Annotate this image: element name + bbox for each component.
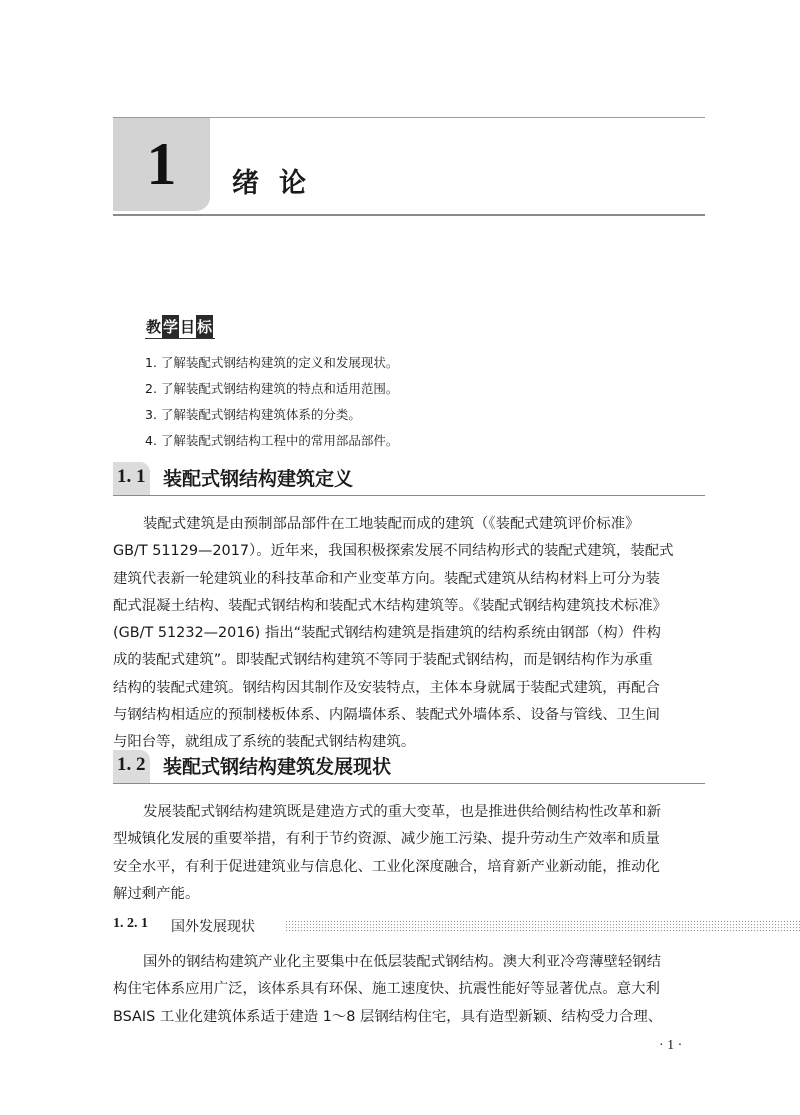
paragraph-line: (GB/T 51232—2016) 指出“装配式钢结构建筑是指建筑的结构系统由钢部（构）件构 [113,625,661,642]
chapter-number-box [113,118,210,211]
paragraph-line: 与钢结构相适应的预制楼板体系、内隔墙体系、装配式外墙体系、设备与管线、卫生间 [113,707,660,724]
paragraph-line: 结构的装配式建筑。钢结构因其制作及安装特点，主体本身就属于装配式建筑，再配合 [113,679,660,696]
objective-item: 2. 了解装配式钢结构建筑的特点和适用范围。 [145,381,399,396]
section-1-2-1-body [113,949,705,1031]
paragraph-line: 建筑代表新一轮建筑业的科技革命和产业变革方向。装配式建筑从结构材料上可分为装 [113,570,660,587]
objectives-heading-char: 教 [146,318,162,336]
page-number: · 1 · [659,1038,683,1053]
paragraph-line: 构住宅体系应用广泛，该体系具有环保、施工速度快、抗震性能好等显著优点。意大利 [113,981,660,998]
section-heading-1-2 [113,750,705,784]
paragraph-line: 安全水平，有利于促进建筑业与信息化、工业化深度融合，培育新产业新动能，推动化 [113,858,660,875]
section-number: 1. 2 [117,754,146,775]
objectives-heading-char: 标 [196,315,213,338]
subsection-heading-1-2-1 [113,914,705,936]
section-heading-1-1 [113,462,705,496]
subsection-dotted-rule [285,920,800,932]
paragraph-line: 成的装配式建筑”。即装配式钢结构建筑不等同于装配式钢结构，而是钢结构作为承重 [113,652,653,669]
subsection-number: 1. 2. 1 [113,916,148,931]
paragraph-line: 型城镇化发展的重要举措，有利于节约资源、减少施工污染、提升劳动生产效率和质量 [113,831,660,848]
objectives-heading-char: 目 [180,318,196,336]
subsection-title: 国外发展现状 [171,919,255,935]
objectives-list [145,350,398,454]
section-number: 1. 1 [117,466,146,487]
objectives-heading [145,315,213,337]
paragraph-line: 解过剩产能。 [113,885,200,902]
paragraph-line: 发展装配式钢结构建筑既是建造方式的重大变革，也是推进供给侧结构性改革和新 [143,804,662,820]
paragraph-line: GB/T 51129—2017）。近年来，我国积极探索发展不同结构形式的装配式建筑，装配式 [113,543,674,560]
chapter-number: 1 [146,131,177,197]
chapter-bottom-rule [113,214,705,216]
objective-item: 1. 了解装配式钢结构建筑的定义和发展现状。 [145,355,399,370]
section-1-2-body [113,799,705,908]
objectives-heading-char: 学 [162,315,179,338]
section-1-1-body [113,511,705,757]
paragraph-line: 装配式建筑是由预制部品部件在工地装配而成的建筑（《装配式建筑评价标准》 [143,516,640,532]
paragraph-line: BSAIS 工业化建筑体系适于建造 1～8 层钢结构住宅，具有造型新颖、结构受力合理、 [113,1008,663,1025]
paragraph-line: 国外的钢结构建筑产业化主要集中在低层装配式钢结构。澳大利亚冷弯薄壁轻钢结 [143,954,662,970]
objective-item: 3. 了解装配式钢结构建筑体系的分类。 [145,407,361,422]
section-rule [113,495,705,496]
paragraph-line: 与阳台等，就组成了系统的装配式钢结构建筑。 [113,734,416,751]
section-title: 装配式钢结构建筑发展现状 [163,756,392,778]
objective-item: 4. 了解装配式钢结构工程中的常用部品部件。 [145,433,399,448]
section-title: 装配式钢结构建筑定义 [163,468,354,490]
objectives-underline [145,338,215,339]
chapter-title: 绪论 [232,168,326,199]
section-rule [113,783,705,784]
paragraph-line: 配式混凝土结构、装配式钢结构和装配式木结构建筑等。《装配式钢结构建筑技术标准》 [113,597,668,614]
